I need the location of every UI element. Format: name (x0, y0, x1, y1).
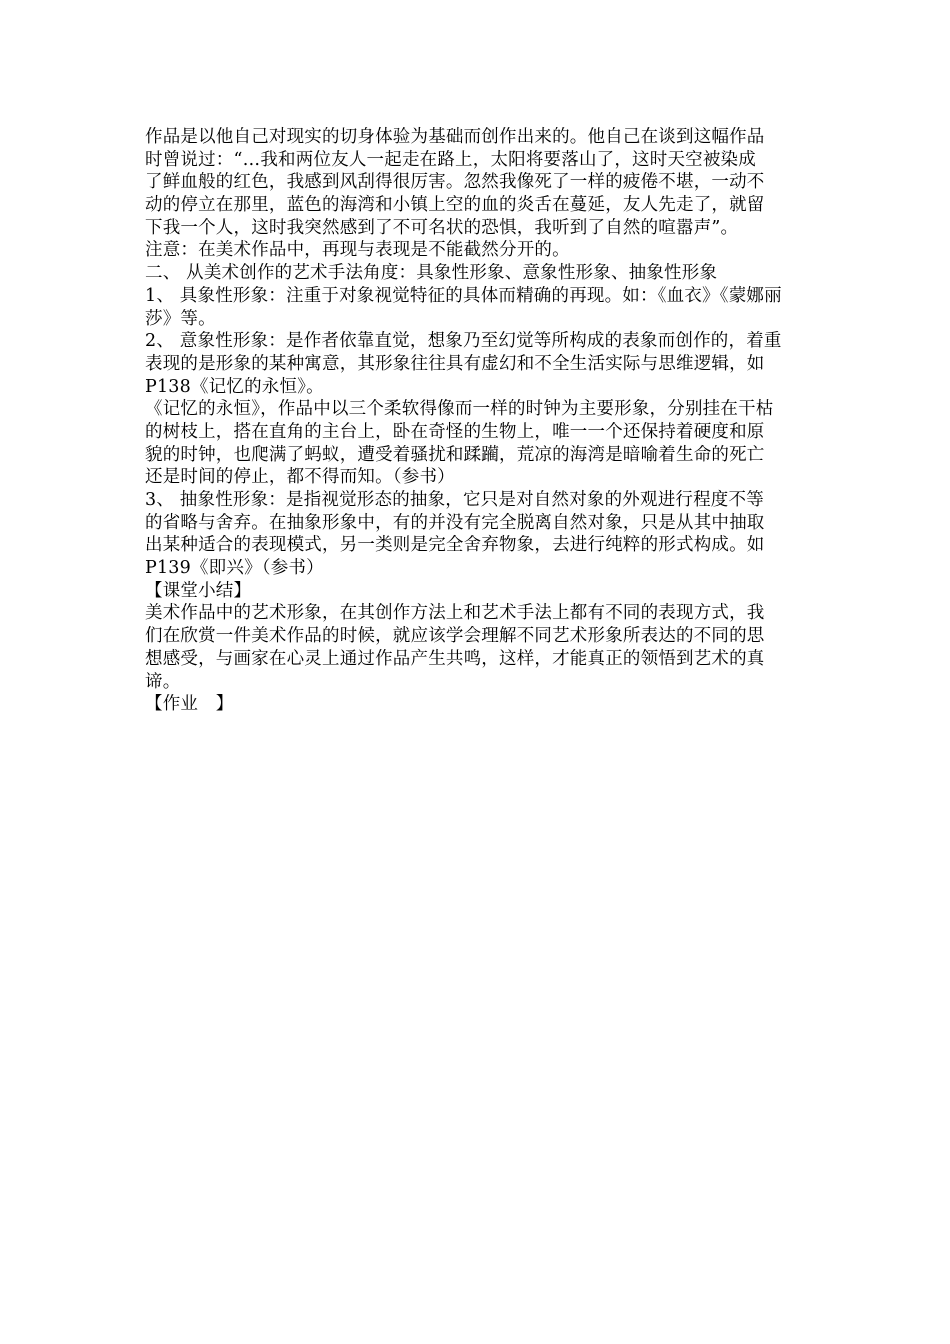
list-item-2: 2、 意象性形象：是作者依靠直觉，想象乃至幻觉等所构成的表象而创作的，着重 (145, 331, 782, 352)
list-item-1: 1、 具象性形象：注重于对象视觉特征的具体而精确的再现。如：《血衣》《蒙娜丽 (145, 285, 782, 306)
document-body (145, 126, 813, 716)
text-line: 出某种适合的表现模式，另一类则是完全舍弃物象，去进行纯粹的形式构成。如 (145, 535, 765, 556)
text-line: 谛。 (145, 671, 181, 692)
text-line: 美术作品中的艺术形象，在其创作方法上和艺术手法上都有不同的表现方式，我 (145, 603, 765, 624)
text-line: 貌的时钟，也爬满了蚂蚁，遭受着骚扰和蹂躏，荒凉的海湾是暗喻着生命的死亡 (145, 444, 765, 465)
text-line: P138《记忆的永恒》。 (145, 376, 324, 397)
note-line: 注意：在美术作品中，再现与表现是不能截然分开的。 (145, 240, 570, 261)
text-line: 作品是以他自己对现实的切身体验为基础而创作出来的。他自己在谈到这幅作品 (145, 127, 765, 147)
text-line: 的省略与舍弃。在抽象形象中，有的并没有完全脱离自然对象，只是从其中抽取 (145, 512, 765, 533)
text-line: 动的停立在那里，蓝色的海湾和小镇上空的血的炎舌在蔓延，友人先走了，就留 (145, 195, 765, 216)
homework-heading: 【作业 】 (145, 694, 234, 715)
text-line: 了鲜血般的红色，我感到风刮得很厉害。忽然我像死了一样的疲倦不堪，一动不 (145, 172, 765, 193)
list-item-3: 3、 抽象性形象：是指视觉形态的抽象，它只是对自然对象的外观进行程度不等 (145, 490, 764, 510)
text-line: 时曾说过：“…我和两位友人一起走在路上，太阳将要落山了，这时天空被染成 (145, 149, 756, 170)
text-line: 还是时间的停止，都不得而知。（参书） (145, 467, 455, 488)
section-heading: 二、 从美术创作的艺术手法角度：具象性形象、意象性形象、抽象性形象 (145, 263, 718, 284)
summary-heading: 【课堂小结】 (145, 580, 252, 601)
text-line: 表现的是形象的某种寓意，其形象往往具有虚幻和不全生活实际与思维逻辑，如 (145, 353, 765, 374)
text-line: 莎》等。 (145, 308, 216, 329)
text-line: 想感受，与画家在心灵上通过作品产生共鸣，这样，才能真正的领悟到艺术的真 (145, 648, 765, 669)
text-line: P139《即兴》（参书） (145, 558, 324, 579)
text-line: 下我一个人，这时我突然感到了不可名状的恐惧，我听到了自然的喧嚣声”。 (145, 217, 739, 238)
text-line: 的树枝上，搭在直角的主台上，卧在奇怪的生物上，唯一一个还保持着硬度和原 (145, 421, 765, 442)
text-line: 《记忆的永恒》，作品中以三个柔软得像而一样的时钟为主要形象，分别挂在干枯 (145, 399, 774, 420)
text-line: 们在欣赏一件美术作品的时候，就应该学会理解不同艺术形象所表达的不同的思 (145, 626, 765, 647)
